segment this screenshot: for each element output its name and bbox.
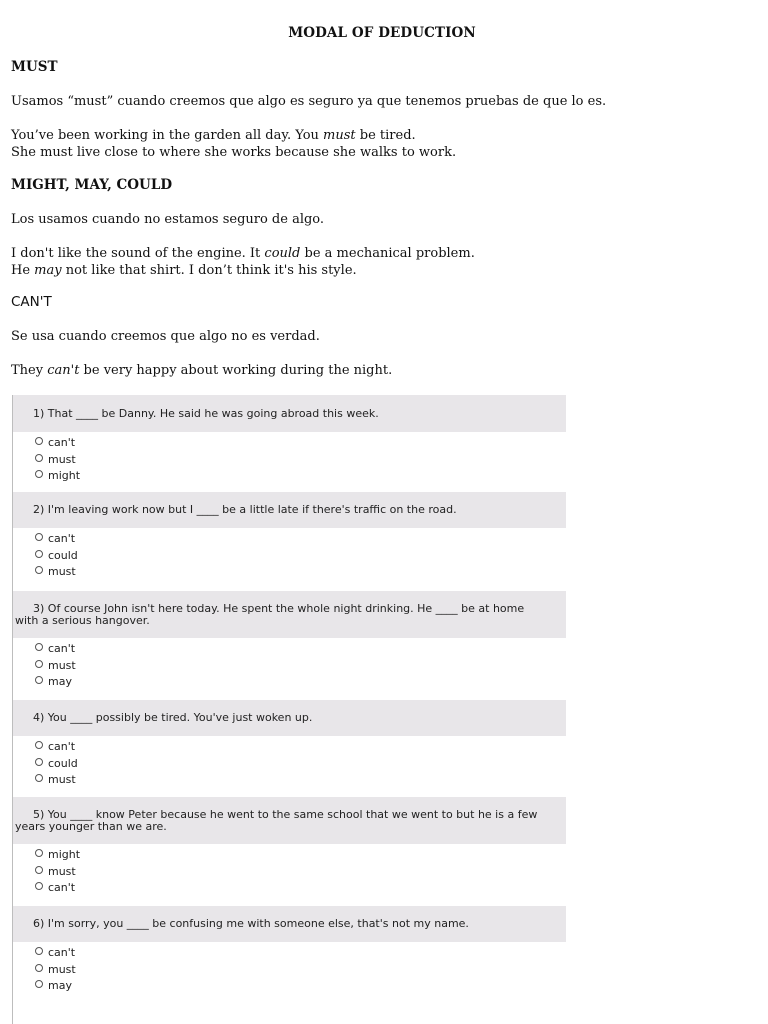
radio-button[interactable] [35, 676, 43, 684]
question-text: 5) You ____ know Peter because he went to the same school that we went to but he is a few [33, 807, 538, 821]
answer-option[interactable] [35, 978, 566, 995]
answer-options [13, 942, 566, 995]
option-label: must [48, 452, 76, 466]
must-heading: MUST [11, 59, 58, 75]
question-text: 1) That ____ be Danny. He said he was going abroad this week. [33, 406, 379, 420]
radio-button[interactable] [35, 660, 43, 668]
question-prompt [13, 906, 566, 942]
answer-option[interactable] [35, 962, 566, 979]
answer-option[interactable] [35, 739, 566, 756]
answer-option[interactable] [35, 756, 566, 773]
page-title: MODAL OF DEDUCTION [288, 25, 476, 41]
quiz-question [13, 591, 566, 691]
answer-option[interactable] [35, 468, 566, 485]
question-prompt [13, 492, 566, 528]
answer-options [13, 432, 566, 485]
answer-options [13, 736, 566, 789]
question-text: 3) Of course John isn't here today. He spent the whole night drinking. He ____ be at home [33, 601, 525, 615]
answer-options [13, 844, 566, 897]
must-example-2: She must live close to where she works because she walks to work. [11, 145, 457, 160]
option-label: can't [48, 946, 76, 959]
quiz-question [13, 797, 566, 897]
option-label: must [48, 565, 76, 578]
option-label: must [48, 962, 76, 976]
answer-options [13, 528, 566, 581]
quiz-question [13, 492, 566, 581]
answer-option[interactable] [35, 772, 566, 789]
option-label: could [48, 548, 78, 562]
answer-option[interactable] [35, 435, 566, 452]
option-label: must [48, 864, 76, 878]
must-explanation: Usamos “must” cuando creemos que algo es seguro ya que tenemos pruebas de que lo es. [11, 94, 607, 109]
quiz-question [13, 700, 566, 789]
radio-button[interactable] [35, 882, 43, 890]
radio-button[interactable] [35, 980, 43, 988]
quiz [12, 395, 567, 1024]
radio-button[interactable] [35, 643, 43, 651]
radio-button[interactable] [35, 849, 43, 857]
answer-option[interactable] [35, 452, 566, 469]
question-text: 4) You ____ possibly be tired. You've just woken up. [33, 711, 313, 724]
might-example-1: I don't like the sound of the engine. It could be a mechanical problem. [11, 246, 475, 261]
radio-button[interactable] [35, 741, 43, 749]
cant-heading: CAN'T [11, 294, 52, 310]
radio-button[interactable] [35, 947, 43, 955]
question-text-continued: years younger than we are. [15, 819, 167, 833]
radio-button[interactable] [35, 866, 43, 874]
question-prompt [13, 591, 566, 638]
might-example-2: He may not like that shirt. I don’t think it's his style. [11, 263, 357, 278]
might-heading: MIGHT, MAY, COULD [11, 177, 173, 193]
option-label: can't [48, 740, 76, 753]
option-label: could [48, 756, 78, 770]
might-explanation: Los usamos cuando no estamos seguro de algo. [11, 212, 325, 227]
option-label: must [48, 658, 76, 672]
radio-button[interactable] [35, 454, 43, 462]
answer-options [13, 638, 566, 691]
answer-option[interactable] [35, 945, 566, 962]
answer-option[interactable] [35, 531, 566, 548]
radio-button[interactable] [35, 964, 43, 972]
answer-option[interactable] [35, 548, 566, 565]
answer-option[interactable] [35, 880, 566, 897]
option-label: must [48, 773, 76, 786]
answer-option[interactable] [35, 864, 566, 881]
question-prompt [13, 797, 566, 844]
option-label: can't [48, 881, 76, 894]
radio-button[interactable] [35, 758, 43, 766]
option-label: might [48, 469, 81, 482]
answer-option[interactable] [35, 641, 566, 658]
option-label: can't [48, 532, 76, 545]
option-label: can't [48, 642, 76, 655]
question-prompt [13, 700, 566, 736]
option-label: may [48, 979, 72, 992]
quiz-question [13, 395, 566, 485]
question-text-continued: with a serious hangover. [15, 613, 150, 627]
radio-button[interactable] [35, 533, 43, 541]
question-prompt [13, 395, 566, 432]
option-label: may [48, 675, 72, 688]
radio-button[interactable] [35, 437, 43, 445]
answer-option[interactable] [35, 658, 566, 675]
question-text: 2) I'm leaving work now but I ____ be a little late if there's traffic on the road. [33, 503, 457, 516]
cant-example-1: They can't be very happy about working during the night. [11, 363, 393, 378]
option-label: can't [48, 436, 76, 449]
quiz-question [13, 906, 566, 995]
radio-button[interactable] [35, 774, 43, 782]
radio-button[interactable] [35, 550, 43, 558]
answer-option[interactable] [35, 564, 566, 581]
answer-option[interactable] [35, 674, 566, 691]
radio-button[interactable] [35, 566, 43, 574]
option-label: might [48, 848, 81, 861]
question-text: 6) I'm sorry, you ____ be confusing me with someone else, that's not my name. [33, 917, 469, 930]
must-example-1: You’ve been working in the garden all day. You must be tired. [11, 128, 416, 143]
radio-button[interactable] [35, 470, 43, 478]
answer-option[interactable] [35, 847, 566, 864]
cant-explanation: Se usa cuando creemos que algo no es verdad. [11, 329, 320, 344]
